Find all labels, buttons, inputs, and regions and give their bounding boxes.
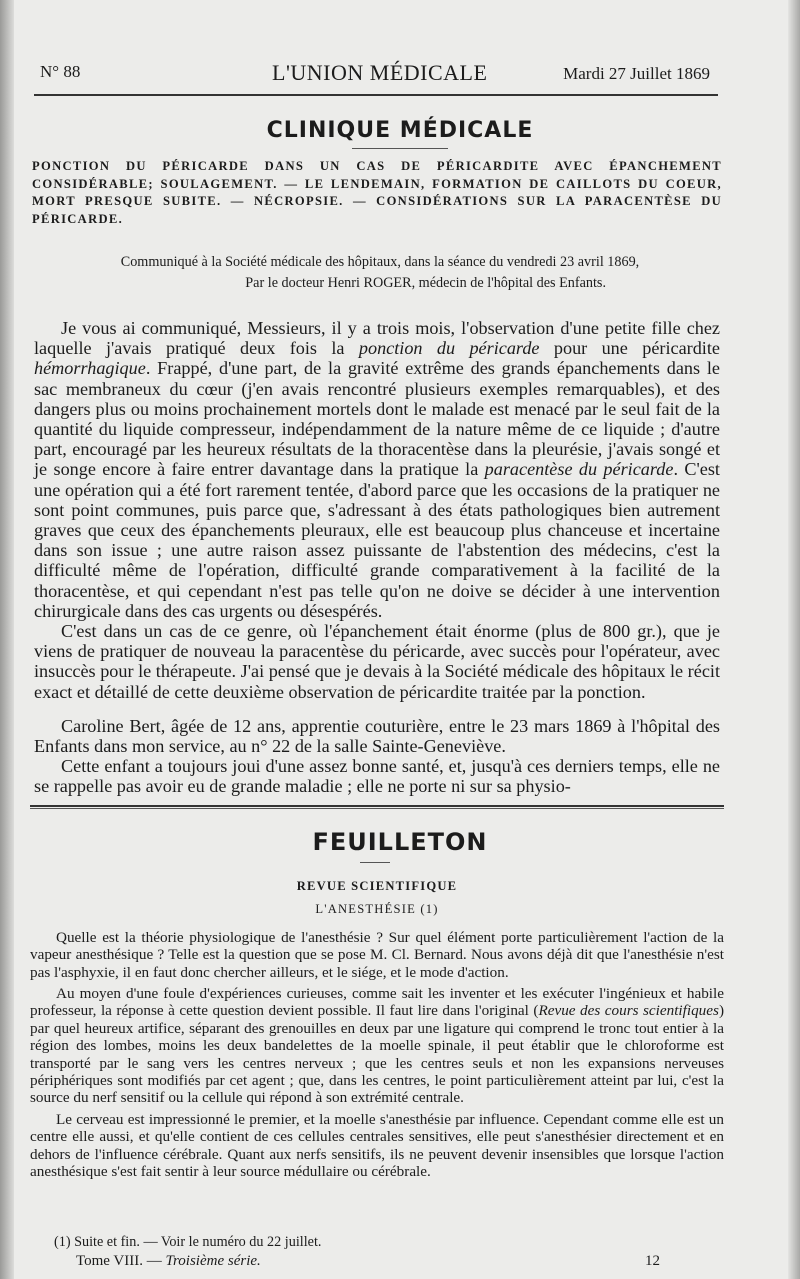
paragraph: Cette enfant a toujours joui d'une assez bonne santé, et, jusqu'à ces derniers temps, elle ne se rappelle pas avoir eu de grande maladie ; elle ne porte ni sur sa physio- <box>34 756 720 797</box>
communication-note: Communiqué à la Société médicale des hôpitaux, dans la séance du vendredi 23 avril 1869, <box>120 254 640 270</box>
paragraph: Quelle est la théorie physiologique de l'anesthésie ? Sur quel élément porte particulièrement l'action de la vapeur anesthésique ? Telle est la question que se pose M. Cl. Bernard. Nous avons déjà dit que l'anesthésie n'est pas l'asphyxie, il en faut donc chercher ailleurs, et le siége, et le mode d'action. <box>30 928 724 981</box>
rubric-title: REVUE SCIENTIFIQUE <box>296 879 458 893</box>
issue-date: Mardi 27 Juillet 1869 <box>563 64 710 83</box>
paragraph: C'est dans un cas de ce genre, où l'épanchement était énorme (plus de 800 gr.), que je viens de pratiquer de nouveau la paracentèse du péricarde, avec succès pour l'opérateur, avec insuccès pour le thérapeute. J'ai pensé que je devais à la Société médicale des hôpitaux le récit exact et détaillé de cette deuxième observation de péricardite traitée par la ponction. <box>34 621 720 702</box>
author-byline: Par le docteur Henri ROGER, médecin de l'hôpital des Enfants. <box>245 275 606 291</box>
paragraph: Au moyen d'une foule d'expériences curieuses, comme sait les inventer et les exécuter l'ingénieux et habile professeur, la réponse à cette question devient possible. Il faut lire dans l'original (Revue des cours scientifiques) par quel heureux artifice, séparant des grenouilles en deux par une ligature qui comprend le tronc tout entier à la région des lombes, moins les deux bandelettes de la moelle spinale, il peut établir que le chloroforme est transporté par le sang vers les centres nerveux ; que les centres seuls et non les expansions nerveuses périphériques sont modifiés par cet agent ; que, dans les centres, le point particulièrement atteint par lui, c'est la source du nerf sensitif ou la cellule qui répond à son extrémité centrale. <box>30 985 724 1107</box>
feuilleton-body <box>30 878 724 1181</box>
article-headline: PONCTION DU PÉRICARDE DANS UN CAS DE PÉRICARDITE AVEC ÉPANCHEMENT CONSIDÉRABLE; SOULAGEMENT. — LE LENDEMAIN, FORMATION DE CAILLOTS DU COEUR, MORT PRESQUE SUBITE. — NÉCROPSIE. — CONSIDÉRATIONS SUR LA PARACENTÈSE DU PÉRICARDE. <box>32 159 722 226</box>
journal-title: L'UNION MÉDICALE <box>272 60 488 85</box>
section-title-feuilleton: FEUILLETON <box>312 828 488 856</box>
header-rule <box>34 94 718 96</box>
volume-label: Tome VIII. — <box>76 1253 166 1269</box>
feuilleton-title-rule <box>360 862 390 863</box>
footnote: (1) Suite et fin. — Voir le numéro du 22 juillet. <box>54 1234 322 1250</box>
page-edge-shadow-left <box>0 0 14 1279</box>
paragraph: Le cerveau est impressionné le premier, et la moelle s'anesthésie par influence. Cependant comme elle est un centre elle aussi, et qu'elle contient de ces cellules centrales sensitives, elle peut s'anesthésier directement et en dehors de l'influence cérébrale. Quant aux nerfs sensitifs, ils ne peuvent devenir insensibles que lorsque l'action anesthésique s'est fait sentir à leur source médullaire ou cérébrale. <box>30 1110 724 1181</box>
feuilleton-subtitle: L'ANESTHÉSIE (1) <box>315 902 439 917</box>
page-edge-shadow-right <box>788 0 800 1279</box>
paragraph: Caroline Bert, âgée de 12 ans, apprentie couturière, entre le 23 mars 1869 à l'hôpital des Enfants dans mon service, au n° 22 de la salle Sainte-Geneviève. <box>34 715 720 757</box>
feuilleton-separator <box>30 805 724 807</box>
running-head <box>40 60 710 90</box>
series-label: Troisième série. <box>165 1253 261 1269</box>
title-rule <box>352 148 448 149</box>
page-number: 12 <box>645 1253 660 1269</box>
page-footer <box>76 1253 660 1270</box>
section-title-clinique: CLINIQUE MÉDICALE <box>266 118 534 143</box>
issue-number: N° 88 <box>40 62 81 81</box>
paragraph: Je vous ai communiqué, Messieurs, il y a trois mois, l'observation d'une petite fille chez laquelle j'avais pratiqué deux fois la ponction du péricarde pour une péricardite hémorrhagique. Frappé, d'une part, de la gravité extrême des grands épanchements dans le sac membraneux du cœur (j'en avais rencontré plusieurs exemples remarquables), et des dangers plus ou moins prochainement mortels dont le malade est menacé par le seul fait de la quantité du liquide compresseur, indépendamment de la nature même de ce liquide ; d'autre part, encouragé par les heureux résultats de la thoracentèse dans la pleurésie, j'avais songé et je songe encore à faire entrer davantage dans la pratique la paracentèse du péricarde. C'est une opération qui a été fort rarement tentée, d'abord parce que les occasions de la pratiquer ne sont point communes, puis parce que, s'adressant à des états pathologiques bien autrement graves que ceux des épanchements pleuraux, elle est beaucoup plus chanceuse et incertaine dans son issue ; une autre raison assez puissante de l'abstention des médecins, c'est la difficulté même de l'opération, difficulté grande comparativement à la facilité de la thoracentèse, et qui cependant n'est pas telle qu'on ne doive se décider à une intervention chirurgicale dans des cas urgents ou désespérés. <box>34 318 720 621</box>
article-body <box>34 318 720 797</box>
feuilleton-separator-thin <box>30 808 724 809</box>
